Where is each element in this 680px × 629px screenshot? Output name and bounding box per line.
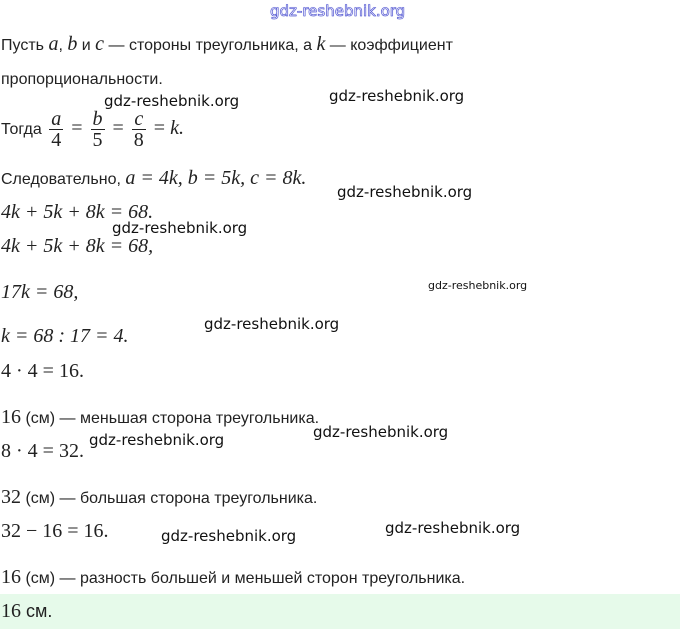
- consequence-label: Следовательно,: [1, 171, 126, 188]
- equation-4x4: 4 · 4 = 16.: [1, 360, 84, 382]
- fraction-a-over-4: [49, 109, 63, 150]
- then-label: Тогда: [1, 121, 47, 138]
- intro-text-c: — коэффициент: [325, 37, 453, 54]
- equals-sign: =: [148, 117, 171, 139]
- and-word: и: [77, 37, 96, 54]
- var-k: k: [316, 33, 326, 55]
- comma: ,: [58, 37, 68, 54]
- intro-line-1: [1, 33, 453, 57]
- difference-text: (см) — разность большей и меньшей сторон треугольника.: [21, 570, 466, 587]
- watermark: gdz-reshebnik.org: [313, 423, 449, 441]
- numerator-a: a: [51, 108, 62, 131]
- var-a: a: [48, 33, 59, 55]
- equation-difference: 32 − 16 = 16.: [1, 520, 109, 542]
- answer-value: 16: [1, 600, 21, 622]
- answer-unit: см.: [21, 601, 53, 621]
- watermark: gdz-reshebnik.org: [112, 219, 248, 237]
- site-watermark-header: gdz-reshebnik.org: [270, 2, 406, 20]
- difference-value: 16: [1, 566, 21, 588]
- consequence-formula: a = 4k, b = 5k, c = 8k.: [125, 167, 307, 189]
- answer-highlight: [0, 594, 680, 629]
- final-answer: [1, 600, 52, 622]
- equation-17k: 17k = 68,: [1, 281, 79, 303]
- larger-side-text: (см) — большая сторона треугольника.: [21, 490, 318, 507]
- watermark: gdz-reshebnik.org: [89, 431, 225, 449]
- denominator-4: 4: [51, 129, 62, 152]
- equation-sum-2: 4k + 5k + 8k = 68,: [1, 235, 154, 257]
- var-c: c: [95, 33, 105, 55]
- consequence-line: [1, 167, 306, 191]
- smaller-side-value: 16: [1, 406, 21, 428]
- equals-sign: =: [107, 117, 129, 139]
- var-b: b: [67, 33, 78, 55]
- numerator-b: b: [92, 108, 103, 131]
- intro-text-b: — стороны треугольника, а: [104, 37, 317, 54]
- watermark: gdz-reshebnik.org: [385, 519, 521, 537]
- denominator-5: 5: [92, 129, 103, 152]
- watermark: gdz-reshebnik.org: [204, 315, 340, 333]
- intro-line-2: пропорциональности.: [1, 71, 163, 88]
- fraction-b-over-5: [91, 109, 105, 150]
- intro-text-a: Пусть: [1, 37, 49, 54]
- difference-line: [1, 566, 465, 590]
- fraction-equation: [1, 104, 184, 154]
- smaller-side-text: (см) — меньшая сторона треугольника.: [21, 410, 320, 427]
- watermark: gdz-reshebnik.org: [428, 279, 528, 292]
- larger-side-value: 32: [1, 486, 21, 508]
- watermark: gdz-reshebnik.org: [104, 92, 240, 110]
- equation-sum-1: 4k + 5k + 8k = 68.: [1, 201, 154, 223]
- watermark: gdz-reshebnik.org: [329, 87, 465, 105]
- fraction-c-over-8: [132, 109, 146, 150]
- equation-k-value: k = 68 : 17 = 4.: [1, 325, 129, 347]
- denominator-8: 8: [133, 129, 144, 152]
- larger-side-line: [1, 486, 317, 510]
- equation-8x4: 8 · 4 = 32.: [1, 440, 84, 462]
- watermark: gdz-reshebnik.org: [161, 527, 297, 545]
- k-result: k.: [170, 117, 184, 139]
- numerator-c: c: [132, 109, 146, 130]
- equals-sign: =: [66, 117, 88, 139]
- smaller-side-line: [1, 406, 319, 430]
- watermark: gdz-reshebnik.org: [337, 183, 473, 201]
